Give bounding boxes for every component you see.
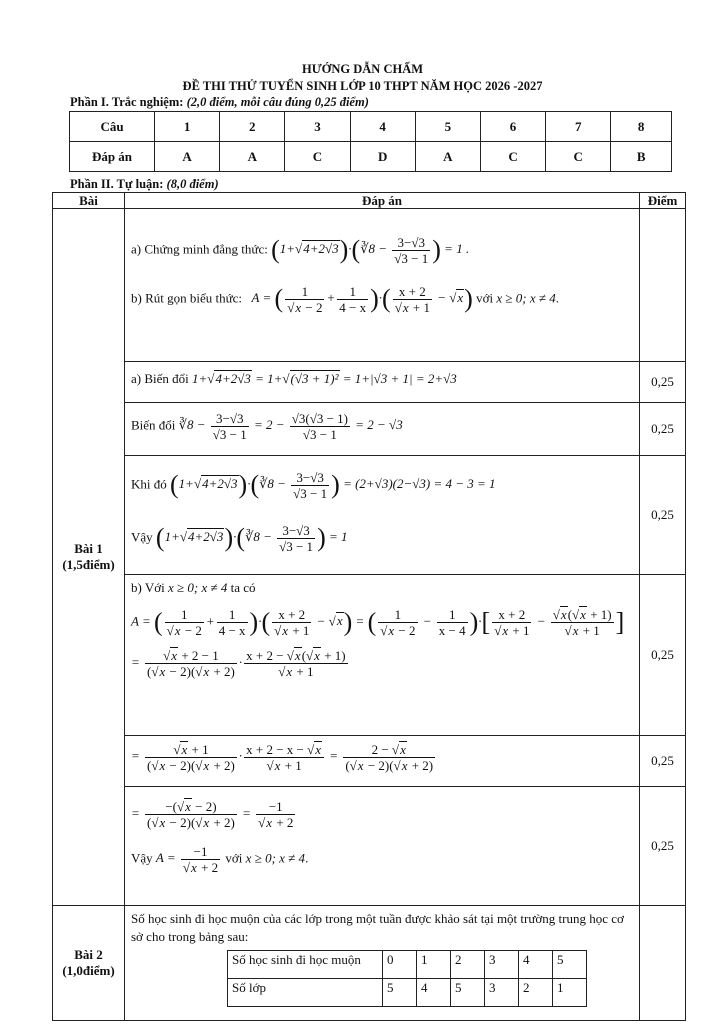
mc-a: C [546, 142, 611, 172]
bai2-row [53, 906, 686, 1021]
bai1-step1-row [53, 362, 686, 403]
mc-question-label: Câu [70, 112, 155, 142]
mc-answer-label: Đáp án [70, 142, 155, 172]
essay-answer-table [52, 192, 686, 1021]
mc-q: 2 [220, 112, 285, 142]
late-cell: 2 [451, 951, 485, 979]
mc-a: C [480, 142, 545, 172]
mc-q: 6 [480, 112, 545, 142]
doc-title: HƯỚNG DẪN CHẤM [301, 62, 424, 76]
doc-subtitle: ĐỀ THI THỬ TUYỂN SINH LỚP 10 THPT NĂM HỌC 2026 -2027 [182, 79, 543, 93]
mc-question-row [70, 112, 672, 142]
late-students-table [227, 950, 587, 1007]
bai1-step2: Biến đổi ∛8 − $\frac{3-√3}{√3 - 1}$ = 2 − $\frac{√3(√3 - 1)}{√3 - 1}$ = 2 − √3 [125, 403, 640, 456]
col-bai: Bài [53, 193, 125, 209]
mc-a: D [350, 142, 415, 172]
bai1-statement [125, 209, 640, 362]
bai1-step5-row [53, 736, 686, 787]
bai2-intro: Số học sinh đi học muộn của các lớp trong một tuần được khảo sát tại một trường trung học cơ sở cho trong bảng sau: [131, 911, 624, 944]
col-dapan: Đáp án [125, 193, 640, 209]
late-cell: 5 [553, 951, 587, 979]
bai2-label: Bài 2 (1,0điểm) [53, 906, 125, 1021]
col-diem: Điểm [640, 193, 686, 209]
late-row-2 [228, 979, 587, 1007]
late-row-1 [228, 951, 587, 979]
bai1-score-5: 0,25 [640, 736, 686, 787]
bai1-question-a: a) Chứng minh đẳng thức: (1+√4+2√3)·(∛8 − $\frac{3-√3}{√3 - 1}$ ) = 1 . [131, 235, 470, 266]
mc-q: 8 [611, 112, 672, 142]
late-cell: 2 [519, 979, 553, 1007]
bai1-step6: = $\frac{-(√x - 2)}{(√x - 2)(√x + 2)}$ = $\frac{-1}{√x + 2}$ Vậy A = $\frac{-1}{√x + 2}$ với x ≥ 0; x ≠ 4. [125, 787, 640, 906]
mc-q: 7 [546, 112, 611, 142]
late-cell: 1 [553, 979, 587, 1007]
mc-a: A [415, 142, 480, 172]
part2-heading: Phần II. Tự luận: (8,0 điểm) [70, 177, 219, 191]
bai1-step4-row [53, 575, 686, 736]
bai1-score-6: 0,25 [640, 787, 686, 906]
bai1-score-3: 0,25 [640, 456, 686, 575]
late-cell: 3 [485, 979, 519, 1007]
mc-q: 5 [415, 112, 480, 142]
late-cell: 1 [417, 951, 451, 979]
bai1-step4: b) Với x ≥ 0; x ≠ 4 ta có A = ( $\frac{1}{√x - 2}$ + $\frac{1}{4 - x}$ )·( $\frac{x + 2}{√x + 1}$ − √x) = ( $\frac{1}{√x - 2}$ − $\frac{1}{x - 4}$ )·[ $\frac{x + 2}{√x + 1}$ − $\frac{√x(√x + 1)}{√x + 1}$ ] = $\frac{√x + 2 - 1}{(√x - 2)(√x + 2)}$ · $\frac{x + 2 - √x(√x + 1)}{√x + 1}$ [125, 575, 640, 736]
mc-a: A [155, 142, 220, 172]
mc-q: 1 [155, 112, 220, 142]
bai1-score-1: 0,25 [640, 362, 686, 403]
mc-a: A [220, 142, 285, 172]
mc-q: 4 [350, 112, 415, 142]
mc-a: C [285, 142, 350, 172]
part1-heading: Phần I. Trắc nghiệm: (2,0 điểm, mỗi câu đúng 0,25 điểm) [70, 95, 369, 109]
bai1-score-4: 0,25 [640, 575, 686, 736]
late-cell: 4 [519, 951, 553, 979]
late-row2-label: Số lớp [228, 979, 383, 1007]
bai1-statement-score [640, 209, 686, 362]
late-cell: 0 [383, 951, 417, 979]
bai1-score-2: 0,25 [640, 403, 686, 456]
late-cell: 5 [383, 979, 417, 1007]
bai1-statement-row [53, 209, 686, 362]
bai1-step1: a) Biến đổi 1+√4+2√3 = 1+√(√3 + 1)² = 1+|√3 + 1| = 2+√3 [125, 362, 640, 403]
bai2-score [640, 906, 686, 1021]
bai1-step3-row [53, 456, 686, 575]
mc-a: B [611, 142, 672, 172]
late-cell: 5 [451, 979, 485, 1007]
bai1-question-b: b) Rút gọn biểu thức: A = ( $\frac{1}{√x - 2}$ + $\frac{1}{4 - x}$ )·( $\frac{x + 2}{√x + 1}$ − √x) với x ≥ 0; x ≠ 4. [131, 284, 559, 315]
late-cell: 3 [485, 951, 519, 979]
bai1-step5: = $\frac{√x + 1}{(√x - 2)(√x + 2)}$ · $\frac{x + 2 - x - √x}{√x + 1}$ = $\frac{2 - √x}{(√x - 2)(√x + 2)}$ [125, 736, 640, 787]
bai2-statement [125, 906, 640, 1021]
bai1-label: Bài 1 (1,5điểm) [53, 209, 125, 906]
late-row1-label: Số học sinh đi học muộn [228, 951, 383, 979]
mc-q: 3 [285, 112, 350, 142]
multiple-choice-table [69, 111, 672, 172]
late-cell: 4 [417, 979, 451, 1007]
mc-answer-row [70, 142, 672, 172]
essay-header-row [53, 193, 686, 209]
bai1-step2-row [53, 403, 686, 456]
bai1-step3: Khi đó (1+√4+2√3)·(∛8 − $\frac{3-√3}{√3 - 1}$ ) = (2+√3)(2−√3) = 4 − 3 = 1 Vậy (1+√4+2√3)·(∛8 − $\frac{3-√3}{√3 - 1}$ ) = 1 [125, 456, 640, 575]
bai1-step6-row [53, 787, 686, 906]
